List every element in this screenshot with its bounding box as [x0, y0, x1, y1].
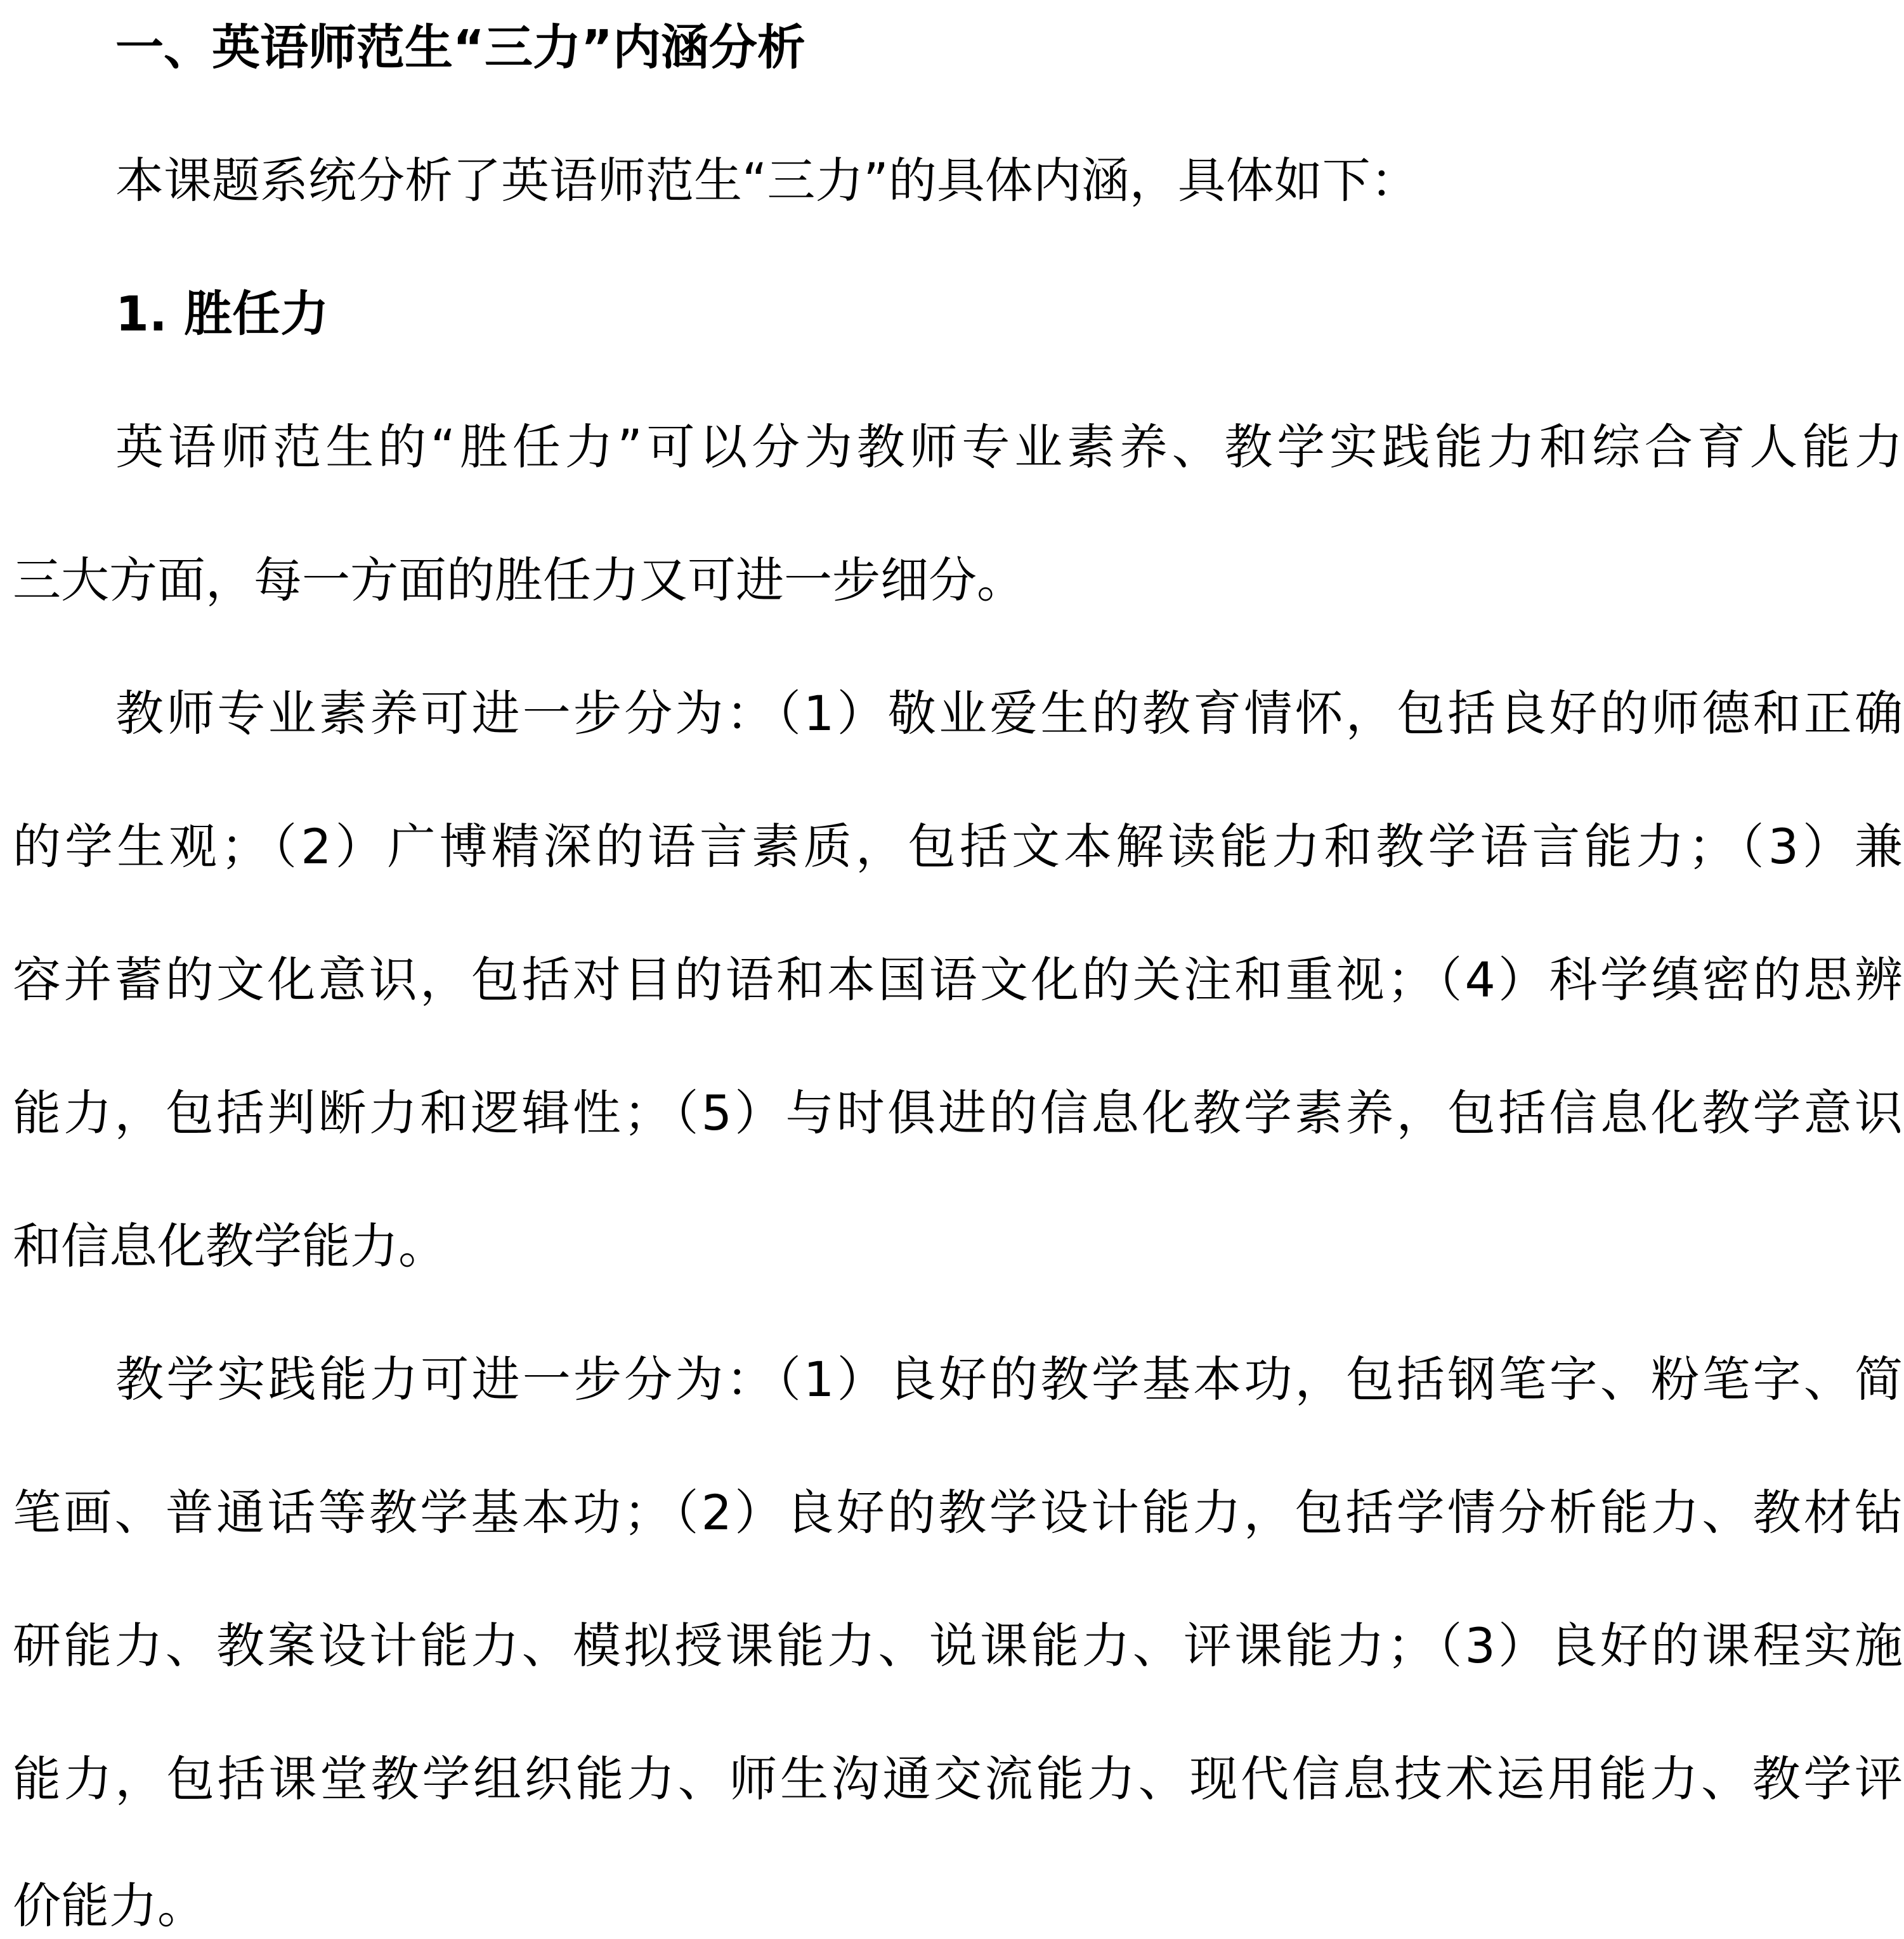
paragraph-line: 英语师范生的“胜任力”可以分为教师专业素养、教学实践能力和综合育人能力	[115, 419, 1903, 475]
paragraph-line: 价能力。	[13, 1877, 205, 1934]
paragraph-line: 能力，包括课堂教学组织能力、师生沟通交流能力、现代信息技术运用能力、教学评	[13, 1751, 1903, 1807]
subsection-heading: 1. 胜任力	[115, 285, 329, 342]
paragraph-line: 三大方面，每一方面的胜任力又可进一步细分。	[13, 552, 1025, 608]
section-heading: 一、英语师范生“三力”内涵分析	[115, 19, 805, 75]
paragraph-line: 研能力、教案设计能力、模拟授课能力、说课能力、评课能力；（3）良好的课程实施	[13, 1617, 1903, 1674]
paragraph-line: 教学实践能力可进一步分为：（1）良好的教学基本功，包括钢笔字、粉笔字、简	[115, 1351, 1903, 1407]
paragraph-line: 教师专业素养可进一步分为：（1）敬业爱生的教育情怀，包括良好的师德和正确	[115, 685, 1903, 741]
paragraph-line: 能力，包括判断力和逻辑性；（5）与时俱进的信息化教学素养，包括信息化教学意识	[13, 1085, 1903, 1141]
paragraph-line: 容并蓄的文化意识，包括对目的语和本国语文化的关注和重视；（4）科学缜密的思辨	[13, 951, 1903, 1008]
intro-paragraph: 本课题系统分析了英语师范生“三力”的具体内涵，具体如下：	[115, 152, 1419, 209]
paragraph-line: 笔画、普通话等教学基本功；（2）良好的教学设计能力，包括学情分析能力、教材钻	[13, 1484, 1903, 1541]
paragraph-line: 和信息化教学能力。	[13, 1218, 447, 1274]
paragraph-line: 的学生观；（2）广博精深的语言素质，包括文本解读能力和教学语言能力；（3）兼	[13, 818, 1903, 875]
